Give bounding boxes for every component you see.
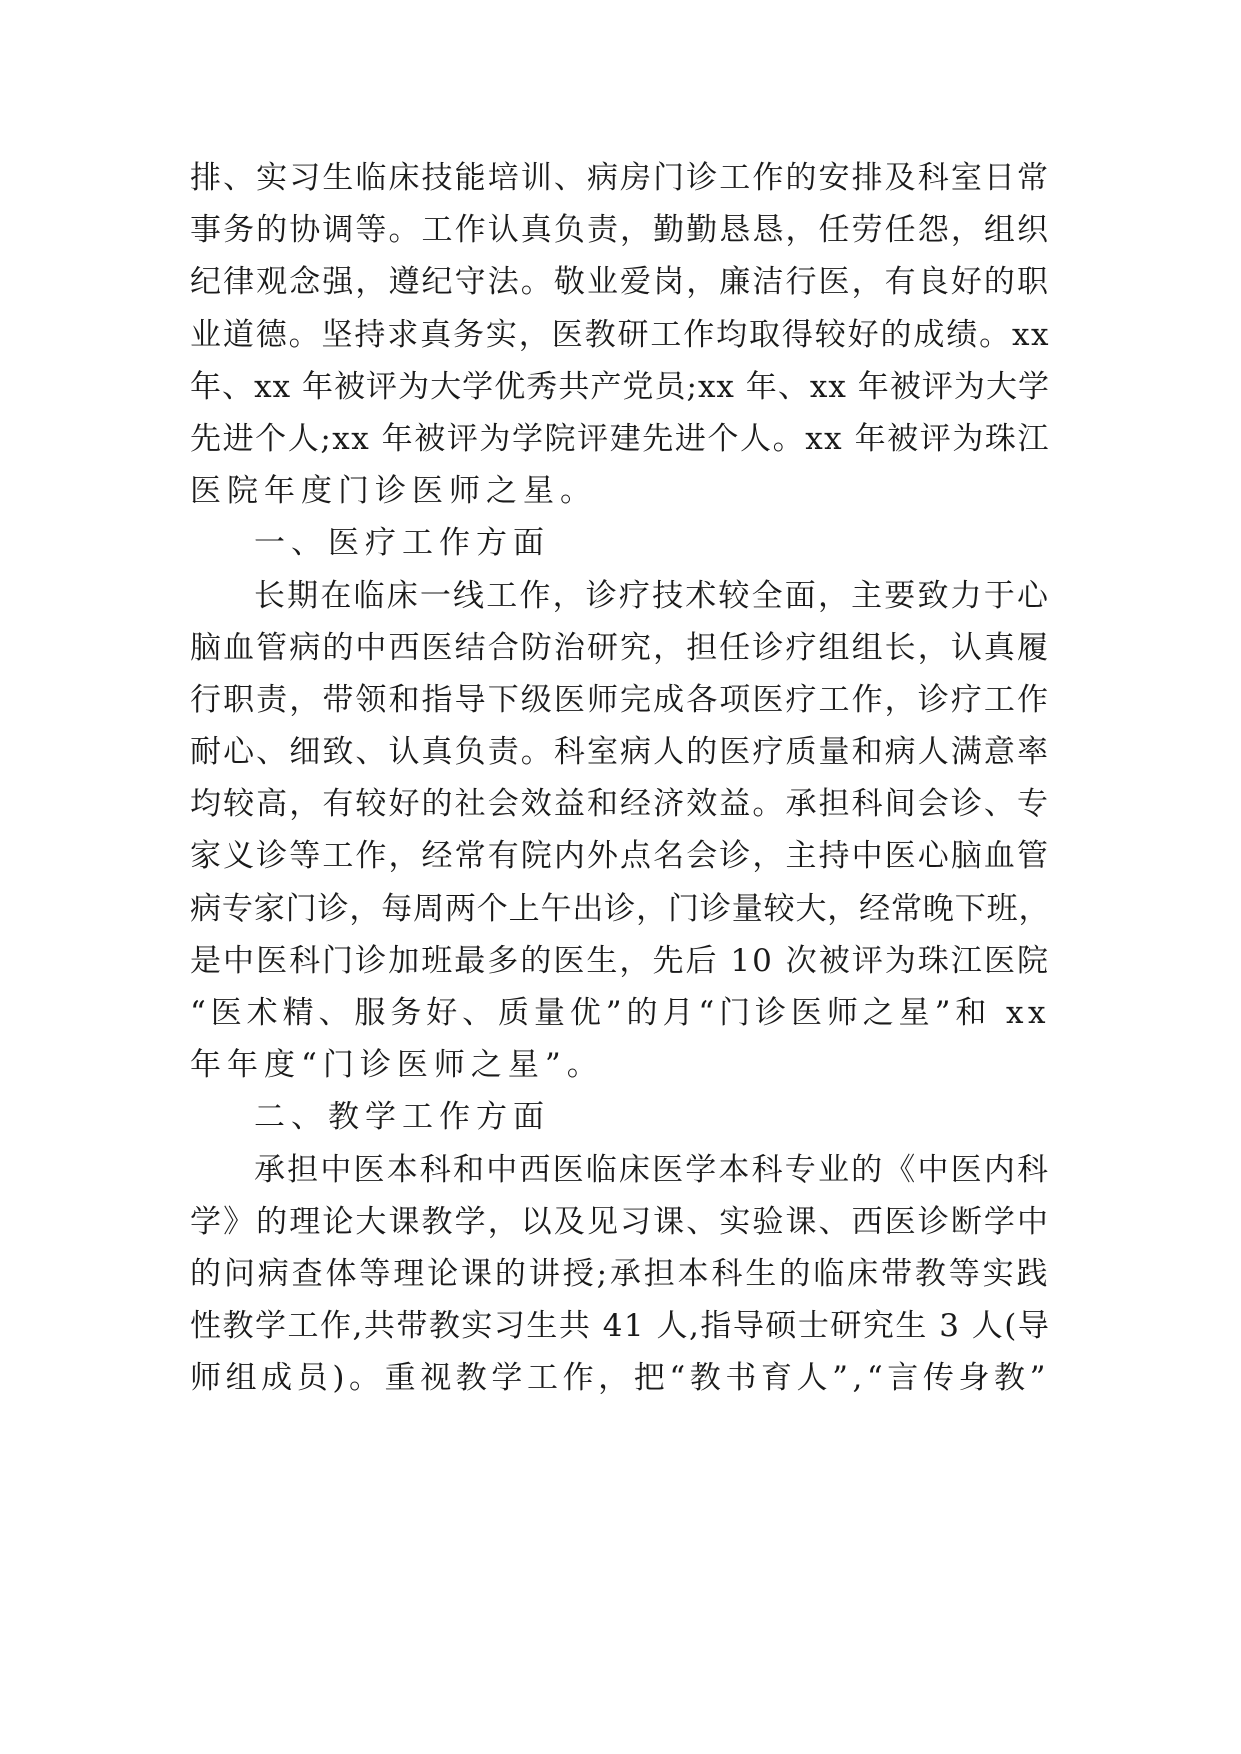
text-line: 长期在临床一线工作，诊疗技术较全面，主要致力于心 [254, 577, 1050, 614]
text-line: 均较高，有较好的社会效益和经济效益。承担科间会诊、专 [190, 786, 1050, 823]
body-text [190, 152, 1050, 1405]
text-line: “医术精、服务好、质量优”的月“门诊医师之星”和 xx [190, 995, 1050, 1031]
text-line: 排、实习生临床技能培训、病房门诊工作的安排及科室日常 [190, 160, 1050, 196]
text-line: 年年度“门诊医师之星”。 [190, 1047, 604, 1084]
section-heading: 二、教学工作方面 [254, 1099, 550, 1136]
text-line: 耐心、细致、认真负责。科室病人的医疗质量和病人满意率 [190, 734, 1050, 771]
text-line: 承担中医本科和中西医临床医学本科专业的《中医内科 [254, 1151, 1050, 1188]
text-line: 病专家门诊，每周两个上午出诊，门诊量较大，经常晚下班， [190, 890, 1050, 927]
text-line: 的问病查体等理论课的讲授;承担本科生的临床带教等实践 [190, 1255, 1050, 1292]
text-line: 学》的理论大课教学，以及见习课、实验课、西医诊断学中 [190, 1203, 1050, 1240]
text-line: 性教学工作,共带教实习生共 41 人,指导硕士研究生 3 人(导 [190, 1308, 1051, 1345]
text-line: 师组成员)。重视教学工作，把“教书育人”,“言传身教” [190, 1360, 1050, 1397]
text-line: 脑血管病的中西医结合防治研究，担任诊疗组组长，认真履 [190, 629, 1050, 666]
text-line: 是中医科门诊加班最多的医生，先后 10 次被评为珠江医院 [190, 942, 1050, 979]
text-line: 家义诊等工作，经常有院内外点名会诊，主持中医心脑血管 [190, 838, 1050, 875]
text-line: 年、xx 年被评为大学优秀共产党员;xx 年、xx 年被评为大学 [190, 368, 1050, 405]
section-heading: 一、医疗工作方面 [254, 525, 550, 562]
text-line: 纪律观念强，遵纪守法。敬业爱岗，廉洁行医，有良好的职 [190, 264, 1050, 301]
text-line: 事务的协调等。工作认真负责，勤勤恳恳，任劳任怨，组织 [190, 212, 1050, 249]
text-line: 医院年度门诊医师之星。 [190, 473, 597, 510]
text-line: 先进个人;xx 年被评为学院评建先进个人。xx 年被评为珠江 [190, 420, 1050, 457]
text-line: 行职责，带领和指导下级医师完成各项医疗工作，诊疗工作 [190, 681, 1050, 718]
text-line: 业道德。坚持求真务实，医教研工作均取得较好的成绩。xx [190, 316, 1050, 353]
